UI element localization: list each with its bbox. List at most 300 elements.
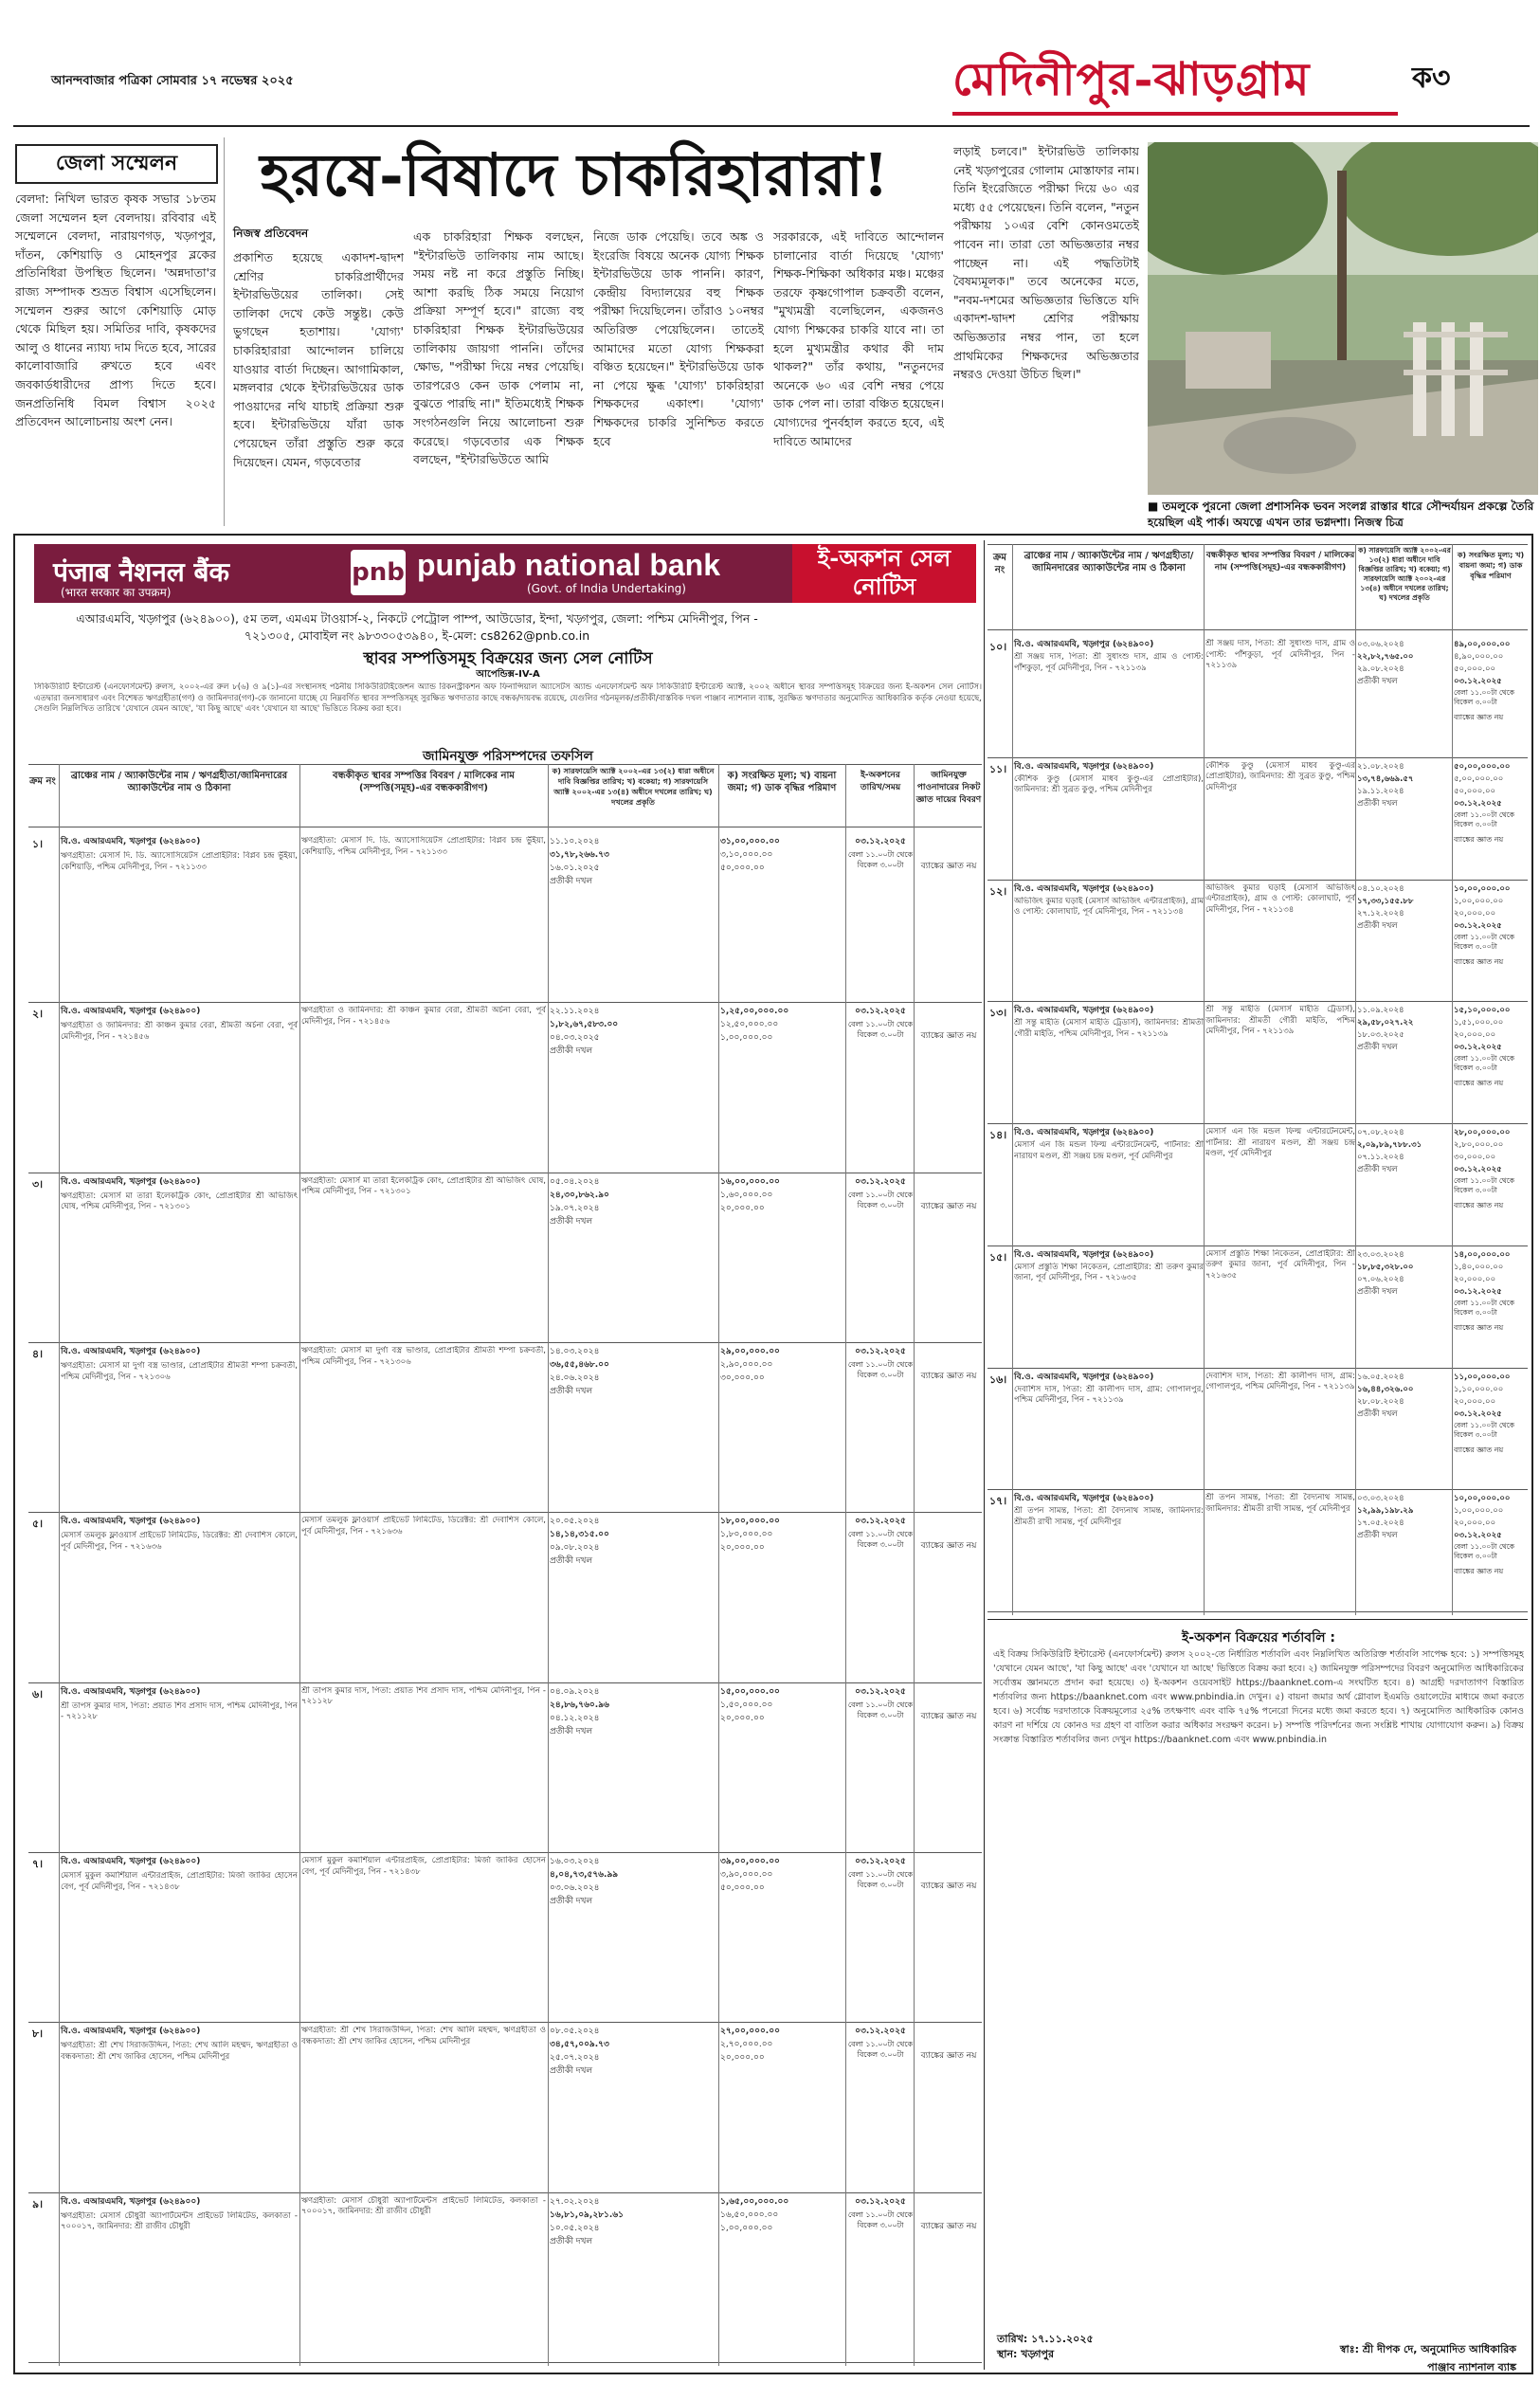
row-borrower: ঋণগ্রহীতা: শ্রী শেখ সিরাজউদ্দিন, পিতা: শেখ আলি মহম্মদ, ঋণগ্রহীতা ও বন্ধকদাতা: শ্রী শেখ জাকির হোসেন, পশ্চিম মেদিনীপুর (61, 2041, 298, 2062)
row-possession: ১০.০৫.২০২৪ (550, 2223, 600, 2233)
table-row-rule (987, 757, 1528, 758)
header-sl-right: ক্রম নং (993, 553, 1006, 575)
table-row-rule (28, 2192, 982, 2193)
row-auction-time: বেলা ১১.০০টা থেকে বিকেল ৩.০০টা (847, 1360, 914, 1379)
row-property: মেসার্স এন জি মন্ডল ফিল্ম এন্টারটেনমেন্ট, পার্টনার: শ্রী নারায়ণ মণ্ডল, শ্রী সঞ্জয় চন্দ্র মণ্ডল, পূর্ব মেদিনীপুর (1205, 1127, 1355, 1159)
header-reserve: ক) সংরক্ষিত মূল্য; খ) বায়না জমা; গ) ডাক বৃদ্ধির পরিমাণ (727, 771, 837, 793)
row-sl: ১৪। (989, 1129, 1007, 1141)
row-sl: ৩। (32, 1177, 44, 1191)
row-bid: ৫০,০০০.০০ (720, 864, 765, 873)
table-column-rule (1204, 544, 1205, 1615)
row-bid: ২০,০০০.০০ (1454, 1396, 1496, 1407)
row-possession: ১৬.০১.২০২৫ (550, 864, 600, 873)
row-nature: প্রতীকী দখল (1357, 677, 1398, 686)
row-liab: ব্যাঙ্কের জ্ঞাত নয় (920, 862, 977, 871)
notice-title: স্থাবর সম্পত্তিসমূহ বিক্রয়ের জন্য সেল নোটিস (363, 649, 653, 668)
row-possession: ১৯.১১.২০২৪ (1357, 786, 1404, 796)
row-nature: প্রতীকী দখল (550, 1216, 593, 1227)
row-emd: ১,৫০,০০০.০০ (720, 1700, 773, 1710)
row-reserve: ১৫,০০,০০০.০০ (720, 1686, 780, 1697)
row-demand: ১৬.০৩.২০২৪ (550, 1857, 600, 1866)
row-auction-time: বেলা ১১.০০টা থেকে বিকেল ৩.০০টা (847, 1530, 914, 1550)
row-emd: ১,৮০,০০০.০০ (720, 1530, 773, 1540)
row-branch: বি.ও. এআরএমবি, খড়্গপুর (৬২৪৯০০) (1014, 1372, 1154, 1382)
row-auction-time: বেলা ১১.০০টা থেকে বিকেল ৩.০০টা (1454, 1542, 1515, 1561)
row-reserve: ২৭,০০,০০০.০০ (720, 2027, 780, 2037)
row-borrower: অভিজিৎ কুমার ঘড়াই (মেসার্স অভিজিৎ এন্টারপ্রাইজ), গ্রাম ও পোস্ট: কোলাঘাট, পূর্ব মেদিনীপুর, পিন - ৭২১১৩৪ (1014, 896, 1204, 918)
row-bid: ৫০,০০০.০০ (720, 1883, 765, 1893)
row-demand: ১১.০৯.২০২৪ (1357, 1006, 1404, 1016)
table-row-rule (28, 2022, 982, 2023)
row-liab: ব্যাঙ্কের জ্ঞাত নয় (920, 1711, 977, 1721)
row-auction-time: বেলা ১১.০০টা থেকে বিকেল ৩.০০টা (847, 1190, 914, 1209)
table-column-rule (59, 764, 60, 2366)
row-auction-date: ০৩.১২.২০২৫ (855, 1007, 906, 1017)
row-auction-time: বেলা ১১.০০টা থেকে বিকেল ৩.০০টা (847, 2209, 914, 2229)
pnb-logo: pnb (351, 550, 406, 595)
row-reserve: ১০,০০,০০০.০০ (1454, 1494, 1511, 1504)
row-sl: ২। (32, 1008, 44, 1021)
row-possession: ১৭.০৫.২০২৪ (1357, 1518, 1404, 1529)
row-borrower: মেসার্স তমলুক ফ্লাওয়ার্স প্রাইভেট লিমিটেড, ডিরেক্টর: শ্রী দেবাশিস কোলে, পূর্ব মেদিনীপুর, পিন - ৭২১৬৩৬ (61, 1531, 298, 1552)
table-row-rule (987, 1001, 1528, 1002)
row-emd: ৫,০০,০০০.০০ (1454, 773, 1504, 784)
row-nature: প্রতীকী দখল (1357, 920, 1398, 931)
row-branch: বি.ও. এআরএমবি, খড়্গপুর (৬২৪৯০০) (1014, 1006, 1154, 1016)
row-demand: ১৪.০৩.২০২৪ (550, 1347, 600, 1356)
sign-officer: স্বাঃ: শ্রী দীপক দে, অনুমোদিত আধিকারিক (1339, 2343, 1516, 2355)
row-liab: ব্যাঙ্কের জ্ঞাত নয় (1454, 1445, 1504, 1454)
header-liab: জামিনযুক্ত পাওনাদারের নিকট জ্ঞাত দায়ের বিবরণ (915, 771, 982, 805)
masthead-rule (13, 125, 1530, 127)
row-nature: প্রতীকী দখল (550, 2236, 593, 2246)
row-property: ঋণগ্রহীতা: মেসার্স মা দুর্গা বস্ত্র ভাণ্ডার, প্রোপ্রাইটার শ্রীমতী শম্পা চক্রবর্তী, পশ্চিম মেদিনীপুর, পিন - ৭২১৩০৬ (301, 1346, 546, 1367)
row-liab: ব্যাঙ্কের জ্ঞাত নয় (1454, 1567, 1504, 1576)
row-bid: ২০,০০০.০০ (720, 1543, 765, 1554)
row-auction-date: ০৩.১২.২০২৫ (855, 1347, 906, 1356)
row-auction-time: বেলা ১১.০০টা থেকে বিকেল ৩.০০টা (847, 850, 914, 869)
signature-officer (1251, 2341, 1516, 2377)
article-byline: নিজস্ব প্রতিবেদন (233, 227, 309, 240)
row-dues: ১৭,৩৩,১৫৫.৮৮ (1357, 896, 1414, 906)
sign-bank: পাঞ্জাব ন্যাশনাল ব্যাঙ্ক (1427, 2361, 1516, 2373)
row-liab: ব্যাঙ্কের জ্ঞাত নয় (1454, 1079, 1504, 1088)
row-demand: ০৭.০৮.২০২৪ (1357, 1128, 1404, 1137)
row-auction-time: বেলা ১১.০০টা থেকে বিকেল ৩.০০টা (847, 1020, 914, 1040)
row-possession: ০৪.০৩.২০২৫ (550, 1033, 600, 1044)
row-dues: ১৬,৮১,০৯,২৮১.৬১ (550, 2209, 624, 2220)
row-nature: প্রতীকী দখল (550, 1387, 593, 1396)
row-auction-time: বেলা ১১.০০টা থেকে বিকেল ৩.০০টা (847, 1870, 914, 1889)
row-demand: ১৬.০৫.২০২৪ (1357, 1372, 1404, 1382)
row-auction-date: ০৩.১২.২০২৫ (855, 2027, 906, 2037)
row-nature: প্রতীকী দখল (550, 1897, 593, 1906)
row-property: দেবাশিস দাস, পিতা: শ্রী কালীপদ দাস, গ্রাম: গোপালপুর, পশ্চিম মেদিনীপুর, পিন - ৭২১১৩৯ (1205, 1371, 1355, 1392)
row-auction-date: ০৩.১২.২০২৫ (1454, 1165, 1502, 1174)
row-auction-time: বেলা ১১.০০টা থেকে বিকেল ৩.০০টা (1454, 1054, 1515, 1073)
row-branch: বি.ও. এআরএমবি, খড়্গপুর (৬২৪৯০০) (61, 1176, 201, 1187)
row-borrower: মেসার্স মুকুল কমার্শিয়াল এন্টারপ্রাইজ, প্রোপ্রাইটার: মির্জা জাকির হোসেন বেগ, পূর্ব মেদিনীপুর, পিন - ৭২১৪৩৮ (61, 1871, 298, 1892)
row-bid: ২০,০০০.০০ (1454, 1518, 1496, 1529)
header-property: বন্ধকীকৃত স্থাবর সম্পত্তির বিবরণ / মালিকের নাম (সম্পত্তি(সমূহ)-এর বন্ধককারীগণ) (333, 771, 515, 793)
row-property: মেসার্স প্রস্তুতি শিক্ষা নিকেতন, প্রোপ্রাইটার: শ্রী তরুণ কুমার জানা, পূর্ব মেদিনীপুর, পিন - ৭২১৬৩৫ (1205, 1248, 1355, 1281)
sign-place: স্থান: খড়্গপুর (997, 2348, 1054, 2360)
row-bid: ৩০,০০০.০০ (1454, 1153, 1496, 1162)
row-demand: ১১.১০.২০২৪ (550, 837, 600, 846)
row-property: মেসার্স তমলুক ফ্লাওয়ার্স প্রাইভেট লিমিটেড, ডিরেক্টর: শ্রী দেবাশিস কোলে, পূর্ব মেদিনীপুর, পিন - ৭২১৬৩৬ (301, 1516, 546, 1536)
row-reserve: ১১,০০,০০০.০০ (1454, 1372, 1511, 1382)
terms-title: ই-অকশন বিক্রয়ের শর্তাবলি : (1181, 1630, 1336, 1646)
header-reserve-right: ক) সংরক্ষিত মূল্য; খ) বায়না জমা; গ) ডাক বৃদ্ধির পরিমাণ (1457, 551, 1525, 580)
row-reserve: ২৮,০০,০০০.০০ (1454, 1128, 1511, 1137)
row-auction-date: ০৩.১২.২০২৫ (1454, 1043, 1502, 1053)
row-bid: ৩০,০০০.০০ (720, 1373, 765, 1383)
row-nature: প্রতীকী দখল (1357, 798, 1398, 809)
row-borrower: ঋণগ্রহীতা: মেসার্স মা দুর্গা বস্ত্র ভাণ্ডার, প্রোপ্রাইটার শ্রীমতী শম্পা চক্রবর্তী, পশ্চিম মেদিনীপুর, পিন - ৭২১৩০৬ (61, 1361, 298, 1382)
row-dues: ১৪,১৪,৩১৫.০০ (550, 1530, 609, 1540)
row-possession: ২৭.১২.২০২৪ (1357, 908, 1404, 918)
row-demand: ০৪.০৯.২০২৪ (550, 1686, 600, 1697)
row-bid: ২০,০০০.০০ (720, 2053, 765, 2064)
row-auction-time: বেলা ১১.০০টা থেকে বিকেল ৩.০০টা (1454, 809, 1515, 828)
row-demand: ০৩.০৩.২০২৪ (1357, 1494, 1404, 1504)
row-sl: ১৭। (989, 1495, 1007, 1508)
row-bid: ৫০,০০০.০০ (1454, 664, 1496, 674)
row-emd: ২,৭০,০০০.০০ (720, 2040, 773, 2050)
row-property: ঋণগ্রহীতা ও জামিনদার: শ্রী কাঞ্চন কুমার বেরা, শ্রীমতী অর্চনা বেরা, পূর্ব মেদিনীপুর, পিন - ৭২১৪৫৬ (301, 1006, 546, 1027)
row-sl: ১১। (989, 762, 1007, 775)
terms-rule (987, 1619, 1528, 1620)
table-column-rule (845, 764, 846, 2366)
bank-hindi-sub: (भारत सरकार का उपक्रम) (61, 586, 172, 599)
bank-english-sub: (Govt. of India Undertaking) (527, 582, 686, 595)
table-column-rule (1012, 544, 1013, 1615)
table-column-rule (914, 764, 915, 2366)
terms-text: এই বিক্রয় সিকিউরিটি ইন্টারেস্ট (এনফোর্সমেন্ট) রুলস ২০০২-তে নির্ধারিত শর্তাবলি এবং নিম্নলিখিত অতিরিক্ত শর্তাবলি সাপেক্ষ হবে: ১) সম্পত্তিসমূহ 'যেখানে যেমন আছে', 'যা কিছু আছে' এবং 'যেখানে যা আছে' ভিত্তিতে বিক্রয় করা হবে। ২) জামিনযুক্ত পরিসম্পদের বিবরণ অনুমোদিত আধিকারিকের সর্বোত্তম জ্ঞানমতে প্রদান করা হয়েছে। ৩) ই-অকশন ওয়েবসাইট https://baanknet.com-এ সংঘটিত হবে। ৪) আগ্রহী দরদাতাগণ বিস্তারিত শর্তাবলির জন্য https://baanknet.com এবং www.pnbindia.in দেখুন। ৫) বায়না জমার অর্থ গ্লোবাল ইএমডি ওয়ালেটের মাধ্যমে জমা করতে হবে। ৬) সর্বোচ্চ দরদাতাকে বিক্রয়মূল্যের ২৫% তৎক্ষণাৎ এবং বাকি ৭৫% পনেরো দিনের মধ্যে জমা করতে হবে। ৭) অনুমোদিত আধিকারিক কোনও কারণ না দর্শিয়ে যে কোনও দর গ্রহণ বা বাতিল করার অধিকার সংরক্ষণ করেন। ৮) সম্পত্তি পরিদর্শনের জন্য সংশ্লিষ্ট শাখায় যোগাযোগ করুন। ৯) বিক্রয় সংক্রান্ত বিস্তারিত শর্তাবলির জন্য দেখুন https://baanknet.com এবং www.pnbindia.in (993, 1649, 1524, 1745)
row-sl: ১৬। (989, 1373, 1007, 1386)
row-reserve: ২৯,০০,০০০.০০ (720, 1347, 780, 1356)
row-liab: ব্যাঙ্কের জ্ঞাত নয় (920, 1201, 977, 1211)
row-reserve: ১৫,১০,০০০.০০ (1454, 1006, 1511, 1016)
row-dues: ১৬,৪৪,৩২৬.০০ (1357, 1384, 1414, 1394)
row-dues: ২৯,৫৮,০২৭.২২ (1357, 1018, 1414, 1028)
row-dues: ১৩,৭৪,৬৬৯.৫৭ (1357, 773, 1414, 784)
row-sl: ৪। (32, 1348, 44, 1360)
row-demand: ০৫.০৪.২০২৪ (550, 1176, 600, 1187)
row-dues: ১২,৯৯,১৯৮.২৯ (1357, 1506, 1414, 1517)
row-property: শ্রী তাপস কুমার দাস, পিতা: প্রয়াত শিব প্রসাদ দাস, পশ্চিম মেদিনীপুর, পিন - ৭২১১২৮ (301, 1685, 546, 1707)
row-auction-date: ০৩.১২.২০২৫ (855, 1686, 906, 1697)
row-possession: ০৭.০৬.২০২৪ (1357, 1274, 1404, 1284)
row-branch: বি.ও. এআরএমবি, খড়্গপুর (৬২৪৯০০) (1014, 1249, 1154, 1260)
column-rule (224, 137, 225, 526)
table-rule (987, 544, 1528, 545)
row-emd: ১,৫১,০০০.০০ (1454, 1018, 1504, 1028)
row-demand: ২০.০৫.২০২৪ (550, 1517, 600, 1527)
row-sl: ৮। (32, 2027, 44, 2041)
row-auction-date: ০৩.১২.২০২৫ (1454, 1531, 1502, 1541)
row-possession: ০৪.১২.২০২৪ (550, 1713, 600, 1723)
table-column-rule (1355, 544, 1356, 1615)
table-row-rule (987, 1123, 1528, 1124)
branch-address: এআরএমবি, খড়্গপুর (৬২৪৯০০), ৫ম তল, এমএম টাওয়ার্স-২, নিকটে পেট্রোল পাম্প, আউডোর, ইন্দা, খড়্গপুর, জেলা: পশ্চিম মেদিনীপুর, পিন - ৭২১৩০৫, মোবাইল নং ৯৮৩৩০৫৩৯৪০, ই-মেল: cs8262@pnb.co.in (76, 611, 758, 643)
row-demand: ০৩.০৬.২০২৪ (1357, 640, 1404, 649)
row-auction-date: ০৩.১২.২০২৫ (855, 837, 906, 846)
row-reserve: ৩৯,০০,০০০.০০ (720, 1857, 780, 1866)
row-liab: ব্যাঙ্কের জ্ঞাত নয় (1454, 1322, 1504, 1332)
park-photo (1148, 142, 1538, 495)
header-demand-right: ক) সারফায়েসি অ্যাক্ট ২০০২-এর ১৩(২) ধারা অধীনে দাবি বিজ্ঞপ্তির তারিখ; খ) বকেয়া; গ) সারফায়েসি অ্যাক্ট ২০০২-এর ১৩(৪) অধীনে দখলের তারিখ; ঘ) দখলের প্রকৃতি (1358, 546, 1451, 602)
row-sl: ৯। (32, 2197, 44, 2210)
article-column-4: সরকারকে, এই দাবিতে আন্দোলন চালানোর বার্তা দিয়েছে 'যোগ্য' শিক্ষক-শিক্ষিকা অধিকার মঞ্চ। মঞ্চের তরফে কৃষ্ণগোপাল চক্রবর্তী বলেন, "মুখ্যমন্ত্রী বলেছিলেন, একজনও যোগ্য শিক্ষকের চাকরি যাবে না। তা হলে মুখ্যমন্ত্রীর কথার কী দাম থাকল?" তাঁর কথায়, "নতুনদের অনেকে ৬০ এর বেশি নম্বর পেয়ে ডাক পেল না। তারা বঞ্চিত হয়েছেন। যোগ্যদের পুনর্বহাল করতে হবে, এই দাবিতে আমাদের (773, 229, 944, 448)
row-reserve: ৩১,০০,০০০.০০ (720, 837, 780, 846)
row-borrower: শ্রী সঞ্জয় দাস, পিতা: শ্রী সুধাংশু দাস, গ্রাম ও পোস্ট: পাঁশকুড়া, পূর্ব মেদিনীপুর, পিন - ৭২১১৩৯ (1014, 652, 1204, 673)
row-bid: ৫০,০০০.০০ (1454, 786, 1496, 796)
row-dues: ১,৮২,৬৭,৫৮৩.০০ (550, 1020, 619, 1030)
header-borrower: ব্রাঞ্চের নাম / অ্যাকাউন্টের নাম / ঋণগ্রহীতা/জামিনদারের অ্যাকাউন্টের নাম ও ঠিকানা (70, 771, 288, 793)
row-dues: ৪,০৪,৭৩,৫৭৬.৯৯ (550, 1870, 619, 1880)
row-emd: ১,০০,০০০.০০ (1454, 1506, 1504, 1517)
row-liab: ব্যাঙ্কের জ্ঞাত নয় (920, 1882, 977, 1891)
row-branch: বি.ও. এআরএমবি, খড়্গপুর (৬২৪৯০০) (61, 2196, 201, 2207)
row-sl: ১৩। (989, 1007, 1007, 1020)
row-branch: বি.ও. এআরএমবি, খড়্গপুর (৬২৪৯০০) (61, 1347, 201, 1356)
notice-intro: সিকিউরিটি ইন্টারেস্ট (এনফোর্সমেন্ট) রুলস, ২০০২-এর রুল ৮(৬) ও ৯(১)-এর সংস্থানসহ পঠনীয় সিকিউরিটাইজেশন অ্যান্ড রিকনস্ট্রাকশন অফ ফিনান্সিয়াল অ্যাসেটস অ্যান্ড এনফোর্সমেন্ট অফ সিকিউরিটি ইন্টারেস্ট অ্যাক্ট, ২০০২ অধীনে স্থাবর সম্পত্তিসমূহ বিক্রয়ের জন্য ই-অকশন সেল নোটিস। এতদ্বারা জনসাধারণ এবং বিশেষত ঋণগ্রহীতা(গণ) ও জামিনদার(গণ)-কে জানানো যাচ্ছে যে নিম্নবর্ণিত স্থাবর সম্পত্তিসমূহ সুরক্ষিত ঋণদাতার কাছে বন্ধক/দায়বদ্ধ রয়েছে, যেগুলির গঠনমূলক/প্রতীকী/বাস্তবিক দখল পাঞ্জাব ন্যাশনাল ব্যাঙ্ক, সুরক্ষিত ঋণদাতার অনুমোদিত আধিকারিক কর্তৃক নেওয়া হয়েছে, সেগুলি নিম্নলিখিত তারিখে 'যেখানে যেমন আছে', 'যা কিছু আছে' এবং 'যেখানে যা আছে' ভিত্তিতে বিক্রয় করা হবে। (34, 682, 982, 715)
header-date: ই-অকশনের তারিখ/সময় (860, 771, 901, 792)
row-borrower: মেসার্স প্রস্তুতি শিক্ষা নিকেতন, প্রোপ্রাইটার: শ্রী তরুণ কুমার জানা, পূর্ব মেদিনীপুর, পিন - ৭২১৬৩৫ (1014, 1262, 1204, 1283)
row-reserve: ৪৯,০০,০০০.০০ (1454, 640, 1511, 649)
row-dues: ২২,৮২,৭৬৫.০০ (1357, 652, 1414, 662)
section-title: মেদিনীপুর-ঝাড়গ্রাম (952, 45, 1398, 116)
row-emd: ১,১০,০০০.০০ (1454, 1384, 1504, 1394)
row-dues: ৩১,৭৮,২৬৬.৭৩ (550, 850, 609, 860)
row-reserve: ১০,০০,০০০.০০ (1454, 883, 1511, 894)
table-row-rule (987, 1611, 1528, 1612)
row-auction-time: বেলা ১১.০০টা থেকে বিকেল ৩.০০টা (1454, 1420, 1515, 1439)
row-possession: ২৫.০৭.২০২৪ (550, 2053, 600, 2064)
header-sl: ক্রম নং (29, 776, 56, 787)
row-emd: ৪,৯০,০০০.০০ (1454, 652, 1504, 662)
row-property: ঋণগ্রহীতা: মেসার্স দি. ডি. অ্যাসোসিয়েটস প্রোপ্রাইটার: বিপ্লব চন্দ্র ভুঁইয়া, কেশিয়াড়ি, পশ্চিম মেদিনীপুর, পিন - ৭২১১৩৩ (301, 836, 546, 857)
header-property-right: বন্ধকীকৃত স্থাবর সম্পত্তির বিবরণ / মালিকের নাম (সম্পত্তি(সমূহ)-এর বন্ধককারীগণ) (1205, 551, 1355, 573)
table-column-rule (1452, 544, 1453, 1615)
row-sl: ৭। (32, 1858, 44, 1870)
sign-date: তারিখ: ১৭.১১.২০২৫ (997, 2333, 1094, 2345)
row-bid: ২০,০০০.০০ (720, 1713, 765, 1723)
row-branch: বি.ও. এআরএমবি, খড়্গপুর (৬২৪৯০০) (61, 837, 201, 846)
row-property: ঋণগ্রহীতা: মেসার্স মা তারা ইলেকট্রিক কোং, প্রোপ্রাইটার শ্রী অভিজিৎ ঘোষ, পশ্চিম মেদিনীপুর, পিন - ৭২১৩০১ (301, 1175, 546, 1197)
row-property: ঋণগ্রহীতা: মেসার্স চৌধুরী অ্যাপার্টমেন্টস প্রাইভেট লিমিটেড, কলকাতা - ৭০০০১৭, জামিনদার: শ্রী রাজীব চৌধুরী (301, 2195, 546, 2217)
row-auction-date: ০৩.১২.২০২৫ (1454, 677, 1502, 686)
table-rule (28, 764, 982, 765)
row-property: কৌশিক কুণ্ডু (মেসার্স মাধব কুণ্ডু-এর প্রোপ্রাইটার), জামিনদার: শ্রী সুব্রত কুণ্ডু, পশ্চিম মেদিনীপুর (1205, 760, 1355, 792)
row-dues: ২৪,৩০,৮৬২.৯০ (550, 1190, 609, 1200)
table-rule (987, 629, 1528, 630)
table-row-rule (28, 1512, 982, 1513)
ad-column-rule (984, 540, 985, 2370)
row-liab: ব্যাঙ্কের জ্ঞাত নয় (1454, 956, 1504, 966)
row-auction-date: ০৩.১২.২০২৫ (855, 1857, 906, 1866)
row-auction-time: বেলা ১১.০০টা থেকে বিকেল ৩.০০টা (1454, 688, 1515, 706)
row-reserve: ৫০,০০,০০০.০০ (1454, 761, 1511, 772)
row-auction-date: ০৩.১২.২০২৫ (1454, 920, 1502, 931)
row-branch: বি.ও. এআরএমবি, খড়্গপুর (৬২৪৯০০) (61, 2027, 201, 2037)
row-reserve: ১,৬৫,০০,০০০.০০ (720, 2196, 789, 2207)
row-branch: বি.ও. এআরএমবি, খড়্গপুর (৬২৪৯০০) (1014, 883, 1154, 894)
row-branch: বি.ও. এআরএমবি, খড়্গপুর (৬২৪৯০০) (61, 1007, 201, 1017)
row-auction-date: ০৩.১২.২০২৫ (1454, 798, 1502, 809)
row-branch: বি.ও. এআরএমবি, খড়্গপুর (৬২৪৯০০) (61, 1686, 201, 1697)
table-row-rule (987, 1368, 1528, 1369)
signature-date-place (997, 2332, 1094, 2362)
row-borrower: ঋণগ্রহীতা: মেসার্স দি. ডি. অ্যাসোসিয়েটস প্রোপ্রাইটার: বিপ্লব চন্দ্র ভুঁইয়া, কেশিয়াড়ি, পশ্চিম মেদিনীপুর, পিন - ৭২১১৩৩ (61, 851, 298, 872)
row-property: শ্রী সঞ্জয় দাস, পিতা: শ্রী সুধাংশু দাস, গ্রাম ও পোস্ট: পাঁশকুড়া, পূর্ব মেদিনীপুর, পিন - ৭২১১৩৯ (1205, 639, 1355, 671)
table-column-rule (299, 764, 300, 2366)
row-emd: ১,৪০,০০০.০০ (1454, 1262, 1504, 1272)
row-reserve: ১৮,০০,০০০.০০ (720, 1517, 780, 1527)
page-number: ক৩ (1412, 62, 1451, 95)
row-bid: ১,০০,০০০.০০ (720, 2223, 773, 2233)
row-branch: বি.ও. এআরএমবি, খড়্গপুর (৬২৪৯০০) (1014, 640, 1154, 649)
table-row-rule (28, 2362, 982, 2363)
row-sl: ১৫। (989, 1250, 1007, 1264)
row-nature: প্রতীকী দখল (1357, 1043, 1398, 1053)
row-borrower: কৌশিক কুণ্ডু (মেসার্স মাধব কুণ্ডু-এর প্রোপ্রাইটার), জামিনদার: শ্রী সুব্রত কুণ্ডু, পশ্চিম মেদিনীপুর (1014, 773, 1204, 795)
row-borrower: ঋণগ্রহীতা: মেসার্স মা তারা ইলেকট্রিক কোং, প্রোপ্রাইটার শ্রী অভিজিৎ ঘোষ, পশ্চিম মেদিনীপুর, পিন - ৭২১৩০১ (61, 1191, 298, 1212)
row-auction-time: বেলা ১১.০০টা থেকে বিকেল ৩.০০টা (1454, 1298, 1515, 1317)
row-branch: বি.ও. এআরএমবি, খড়্গপুর (৬২৪৯০০) (61, 1857, 201, 1866)
row-emd: ২,৮০,০০০.০০ (1454, 1140, 1504, 1150)
row-liab: ব্যাঙ্কের জ্ঞাত নয় (1454, 1201, 1504, 1209)
row-dues: ৩৬,৫৫,৪৬৮.০০ (550, 1360, 609, 1370)
row-reserve: ১,২৫,০০,০০০.০০ (720, 1007, 789, 1017)
row-property: মেসার্স মুকুল কমার্শিয়াল এন্টারপ্রাইজ, প্রোপ্রাইটার: মির্জা জাকির হোসেন বেগ, পূর্ব মেদিনীপুর, পিন - ৭২১৪৩৮ (301, 1856, 546, 1877)
row-emd: ১২,৫০,০০০.০০ (720, 1020, 779, 1030)
bank-hindi-name: पंजाब नैशनल बैंक (53, 556, 230, 588)
row-liab: ব্যাঙ্কের জ্ঞাত নয় (920, 2051, 977, 2062)
row-sl: ৫। (32, 1518, 44, 1531)
table-row-rule (28, 1002, 982, 1003)
row-borrower: ঋণগ্রহীতা: মেসার্স চৌধুরী অ্যাপার্টমেন্টস প্রাইভেট লিমিটেড, কলকাতা - ৭০০০১৭, জামিনদার: শ্রী রাজীব চৌধুরী (61, 2210, 298, 2232)
row-liab: ব্যাঙ্কের জ্ঞাত নয় (1454, 834, 1504, 844)
row-auction-time: বেলা ১১.০০টা থেকে বিকেল ৩.০০টা (1454, 932, 1515, 951)
row-demand: ২২.১১.২০২৪ (550, 1007, 600, 1017)
row-auction-time: বেলা ১১.০০টা থেকে বিকেল ৩.০০টা (1454, 1176, 1515, 1194)
row-bid: ২০,০০০.০০ (1454, 1274, 1496, 1284)
header-borrower-right: ব্রাঞ্চের নাম / অ্যাকাউন্টের নাম / ঋণগ্রহীতা/জামিনদারের অ্যাকাউন্টের নাম ও ঠিকানা (1024, 551, 1194, 573)
row-emd: ৩,১০,০০০.০০ (720, 850, 773, 860)
row-branch: বি.ও. এআরএমবি, খড়্গপুর (৬২৪৯০০) (1014, 1128, 1154, 1137)
row-property: শ্রী সন্তু মাইতি (মেসার্স মাইতি ট্রেডার্স), জামিনদার: শ্রীমতী গৌরী মাইতি, পশ্চিম মেদিনীপুর, পিন - ৭২১১৩৯ (1205, 1005, 1355, 1037)
row-possession: ১৯.০৭.২০২৪ (550, 1203, 600, 1213)
row-possession: ০৯.০৮.২০২৪ (550, 1543, 600, 1554)
row-branch: বি.ও. এআরএমবি, খড়্গপুর (৬২৪৯০০) (1014, 1494, 1154, 1504)
row-nature: প্রতীকী দখল (1357, 1531, 1398, 1541)
row-borrower: শ্রী সন্তু মাইতি (মেসার্স মাইতি ট্রেডার্স), জামিনদার: শ্রীমতী গৌরী মাইতি, পশ্চিম মেদিনীপুর, পিন - ৭২১১৩৯ (1014, 1018, 1204, 1039)
row-liab: ব্যাঙ্কের জ্ঞাত নয় (920, 1372, 977, 1381)
table-row-rule (987, 880, 1528, 881)
row-borrower: শ্রী তাপস কুমার দাস, পিতা: প্রয়াত শিব প্রসাদ দাস, পশ্চিম মেদিনীপুর, পিন - ৭২১১২৮ (61, 1700, 298, 1722)
table-column-rule (718, 764, 719, 2366)
eauction-label: ই-অকশন সেল নোটিস (792, 544, 976, 603)
row-demand: ০৮.০৫.২০২৪ (550, 2027, 600, 2037)
paper-date: আনন্দবাজার পত্রিকা সোমবার ১৭ নভেম্বর ২০২৫ (51, 74, 294, 88)
row-possession: ২৮.০৮.২০২৪ (1357, 1396, 1404, 1407)
row-dues: ৩৪,৫৭,০০৯.৭৩ (550, 2040, 609, 2050)
row-possession: ০৭.১১.২০২৪ (1357, 1153, 1404, 1162)
row-liab: ব্যাঙ্কের জ্ঞাত নয় (920, 2221, 977, 2231)
row-liab: ব্যাঙ্কের জ্ঞাত নয় (920, 1031, 977, 1042)
row-demand: ২১.০৮.২০২৪ (1357, 761, 1404, 772)
row-auction-time: বেলা ১১.০০টা থেকে বিকেল ৩.০০টা (847, 1700, 914, 1719)
row-bid: ২০,০০০.০০ (720, 1203, 765, 1213)
row-nature: প্রতীকী দখল (550, 1556, 593, 1567)
row-possession: ০৩.০৬.২০২৪ (550, 1883, 600, 1893)
row-borrower: ঋণগ্রহীতা ও জামিনদার: শ্রী কাঞ্চন কুমার বেরা, শ্রীমতী অর্চনা বেরা, পূর্ব মেদিনীপুর, পিন - ৭২১৪৫৬ (61, 1021, 298, 1042)
row-borrower: দেবাশিস দাস, পিতা: শ্রী কালীপদ দাস, গ্রাম: গোপালপুর, পশ্চিম মেদিনীপুর, পিন - ৭২১১৩৯ (1014, 1384, 1204, 1406)
row-possession: ২৯.০৮.২০২৪ (1357, 664, 1404, 674)
row-possession: ১৮.০৩.২০২৫ (1357, 1030, 1404, 1041)
row-sl: ১২। (989, 884, 1007, 898)
article-column-2: এক চাকরিহারা শিক্ষক বলছেন, "ইন্টারভিউ তালিকায় নাম আছে। সময় নষ্ট না করে প্রস্তুতি নিচ্ছি। আশা করছি ঠিক সময়ে নিয়োগ প্রক্রিয়া সম্পূর্ণ হবে।" রাজ্যে বহু চাকরিহারা শিক্ষক ইন্টারভিউয়ের তালিকায় জায়গা পাননি। তাঁদের ক্ষোভ, "পরীক্ষা দিয়ে নম্বর পেয়েছি। তারপরেও কেন ডাক পেলাম না, বুঝতে পারছি না।" ইতিমধ্যেই শিক্ষক সংগঠনগুলি নিয়ে আলোচনা শুরু করেছে। গড়বেতার এক শিক্ষক বলছেন, "ইন্টারভিউতে আমি (413, 229, 584, 467)
row-auction-date: ০৩.১২.২০২৫ (1454, 1286, 1502, 1297)
row-liab: ব্যাঙ্কের জ্ঞাত নয় (1454, 713, 1504, 721)
row-branch: বি.ও. এআরএমবি, খড়্গপুর (৬২৪৯০০) (61, 1517, 201, 1527)
roundup-heading: জেলা সম্মেলন (15, 144, 218, 184)
row-auction-date: ০৩.১২.২০২৫ (855, 1176, 906, 1187)
row-emd: ১৬,৫০,০০০.০০ (720, 2209, 779, 2220)
row-auction-date: ০৩.১২.২০২৫ (1454, 1409, 1502, 1419)
row-auction-time: বেলা ১১.০০টা থেকে বিকেল ৩.০০টা (847, 2040, 914, 2060)
photo-caption: ■ তমলুকে পুরনো জেলা প্রশাসনিক ভবন সংলগ্ন রাস্তার ধারে সৌন্দর্যায়ন প্রকল্পে তৈরি হয়েছিল এই পার্ক। অযত্নে এখন তার ভগ্নদশা। নিজস্ব চিত্র (1148, 500, 1534, 529)
row-nature: প্রতীকী দখল (1357, 1409, 1398, 1419)
row-bid: ১,০০,০০০.০০ (720, 1033, 773, 1044)
row-nature: প্রতীকী দখল (1357, 1286, 1398, 1297)
row-dues: ১৮,৮৫,৩২৮.০০ (1357, 1262, 1414, 1272)
row-bid: ২০,০০০.০০ (1454, 1030, 1496, 1041)
appendix: আপেন্ডিক্স-IV-A (476, 669, 540, 680)
table-row-rule (28, 1852, 982, 1853)
row-reserve: ১৬,০০,০০০.০০ (720, 1176, 780, 1187)
header-demand: ক) সারফায়েসি অ্যাক্ট ২০০২-এর ১৩(২) ধারা অধীনে দাবি বিজ্ঞপ্তির তারিখ; খ) বকেয়া; গ) সারফায়েসি অ্যাক্ট ২০০২-এর ১৩(৪) অধীনে দখলের তারিখ; ঘ) দখলের প্রকৃতি (552, 767, 715, 807)
row-emd: ২,৯০,০০০.০০ (720, 1360, 773, 1370)
row-possession: ২৪.০৬.২০২৪ (550, 1373, 600, 1383)
row-nature: প্রতীকী দখল (550, 1046, 593, 1057)
row-dues: ২৪,৮৬,৭৬০.৯৬ (550, 1700, 609, 1710)
row-property: ঋণগ্রহীতা: শ্রী শেখ সিরাজউদ্দিন, পিতা: শেখ আলি মহম্মদ, ঋণগ্রহীতা ও বন্ধকদাতা: শ্রী শেখ জাকির হোসেন, পশ্চিম মেদিনীপুর (301, 2026, 546, 2046)
table-row-rule (987, 1489, 1528, 1490)
row-sl: ১। (32, 838, 44, 850)
row-property: শ্রী তপন সামন্ত, পিতা: শ্রী বৈদ্যনাথ সামন্ত, জামিনদার: শ্রীমতী রাখী সামন্ত, পূর্ব মেদিনীপুর (1205, 1493, 1355, 1514)
row-reserve: ১৪,০০,০০০.০০ (1454, 1249, 1511, 1260)
row-demand: ২৭.০২.২০২৪ (550, 2196, 600, 2207)
row-emd: ১,০০,০০০.০০ (1454, 896, 1504, 906)
row-demand: ০৪.১০.২০২৪ (1357, 883, 1404, 894)
table-row-rule (28, 1682, 982, 1683)
row-branch: বি.ও. এআরএমবি, খড়্গপুর (৬২৪৯০০) (1014, 761, 1154, 772)
row-nature: প্রতীকী দখল (550, 2066, 593, 2077)
row-bid: ২০,০০০.০০ (1454, 908, 1496, 918)
row-nature: প্রতীকী দখল (550, 1726, 593, 1736)
row-borrower: মেসার্স এন জি মন্ডল ফিল্ম এন্টারটেনমেন্ট, পার্টনার: শ্রী নারায়ণ মণ্ডল, শ্রী সঞ্জয় চন্দ্র মণ্ডল, পূর্ব মেদিনীপুর (1014, 1140, 1204, 1161)
row-auction-date: ০৩.১২.২০২৫ (855, 1517, 906, 1527)
row-property: অভিজিৎ কুমার ঘড়াই (মেসার্স অভিজিৎ এন্টারপ্রাইজ), গ্রাম ও পোস্ট: কোলাঘাট, পূর্ব মেদিনীপুর, পিন - ৭২১১৩৪ (1205, 882, 1355, 915)
row-sl: ১০। (989, 641, 1007, 653)
park-photo-illustration (1148, 142, 1538, 495)
bank-english-name: punjab national bank (417, 548, 721, 582)
table-column-rule (548, 764, 549, 2366)
row-demand: ২৩.০৩.২০২৪ (1357, 1249, 1404, 1260)
